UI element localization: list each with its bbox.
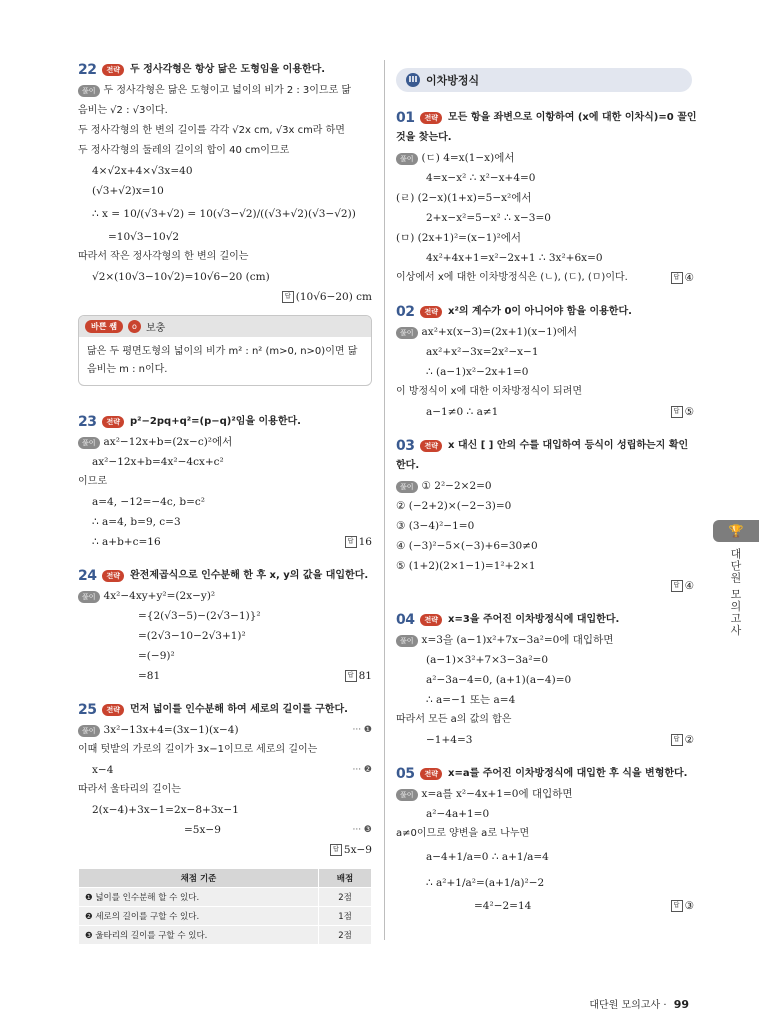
solution-tag: 풀이 — [396, 789, 418, 801]
solution-tag: 풀이 — [396, 327, 418, 339]
problem-25 — [78, 700, 372, 945]
left-column — [78, 60, 372, 945]
column-divider — [384, 60, 385, 940]
solution-line: (√3+√2)x=10 — [92, 185, 164, 197]
grading-criterion: ❸ 울타리의 길이를 구할 수 있다. — [79, 926, 319, 945]
grading-table — [78, 868, 372, 945]
answer-icon: 답 — [671, 734, 683, 746]
solution-line: 따라서 작은 정사각형의 한 변의 길이는 — [78, 251, 249, 262]
problem-number: 01 — [396, 110, 415, 126]
solution-line: a=4, −12=−4c, b=c² — [92, 496, 206, 508]
answer-icon: 답 — [671, 406, 683, 418]
strategy-tag: 전략 — [102, 416, 124, 428]
solution-line: 4x²+4x+1=x²−2x+1 ∴ 3x²+6x=0 — [426, 252, 603, 264]
solution-line: 따라서 울타리의 길이는 — [78, 784, 181, 795]
solution-line: ax²+x²−3x=2x²−x−1 — [426, 346, 539, 358]
strategy-tag: 전략 — [420, 112, 442, 124]
solution-line: ={2(√3−5)−(2√3−1)}² — [138, 610, 261, 622]
solution-line: x−4 — [92, 764, 114, 776]
section-banner — [396, 68, 692, 92]
answer: 답 81 — [345, 666, 372, 686]
answer: 답 ② — [671, 730, 694, 750]
right-column — [396, 68, 697, 916]
page-number: 99 — [673, 998, 689, 1011]
answer: 답 5x−9 — [330, 840, 372, 860]
solution-line: √2×(10√3−10√2)=10√6−20 (cm) — [92, 271, 270, 283]
solution-line: =5x−9 — [184, 824, 221, 836]
answer: 답 ④ — [671, 268, 694, 288]
solution-line: a−4+1/a=0 ∴ a+1/a=4 — [426, 851, 549, 863]
page-footer — [589, 996, 689, 1011]
problem-number: 04 — [396, 612, 415, 628]
tip-line: 닮은 두 평면도형의 넓이의 비가 m² : n² (m>0, n>0)이면 닮 — [87, 346, 358, 357]
section-title: 이차방정식 — [426, 74, 480, 87]
solution-line: 두 정사각형의 한 변의 길이를 각각 √2x cm, √3x cm라 하면 — [78, 125, 345, 136]
strategy-text: 먼저 넓이를 인수분해 하여 세로의 길이를 구한다. — [130, 704, 348, 715]
strategy-tag: 전략 — [102, 64, 124, 76]
solution-line: ∴ a=4, b=9, c=3 — [92, 516, 181, 528]
grading-criterion: ❶ 넓이를 인수분해 할 수 있다. — [79, 888, 319, 907]
strategy-text: x²의 계수가 0이 아니어야 함을 이용한다. — [448, 306, 632, 317]
step-mark: ··· ❷ — [352, 765, 372, 775]
strategy-text: x=3을 주어진 이차방정식에 대입한다. — [448, 614, 620, 625]
solution-line: 두 정사각형은 닮은 도형이고 넓이의 비가 2 : 3이므로 닮 — [103, 85, 352, 96]
solution-line: 3x²−13x+4=(3x−1)(x−4) — [103, 724, 239, 736]
problem-24 — [78, 566, 372, 686]
solution-line: ax²−12x+b=(2x−c)²에서 — [103, 436, 233, 448]
strategy-tag: 전략 — [420, 440, 442, 452]
solution-line: 2+x−x²=5−x² ∴ x−3=0 — [426, 212, 551, 224]
footer-label: 대단원 모의고사 — [589, 1000, 661, 1011]
answer: 답 ④ — [671, 576, 694, 596]
solution-line: 이상에서 x에 대한 이차방정식은 (ㄴ), (ㄷ), (ㅁ)이다. — [396, 272, 628, 283]
strategy-tag: 전략 — [102, 704, 124, 716]
answer-icon: 답 — [671, 272, 683, 284]
tip-badge: 바쁜 쌤 — [85, 320, 123, 333]
solution-line: 따라서 모든 a의 값의 합은 — [396, 714, 512, 725]
problem-number: 05 — [396, 766, 415, 782]
solution-line: 4x²−4xy+y²=(2x−y)² — [103, 590, 216, 602]
strategy-tag: 전략 — [420, 768, 442, 780]
solution-line: −1+4=3 — [426, 734, 473, 746]
answer: 답 ⑤ — [671, 402, 694, 422]
solution-line: ∴ (a−1)x²−2x+1=0 — [426, 366, 529, 378]
solution-line: 4×√2x+4×√3x=40 — [92, 165, 193, 177]
answer: 답 16 — [345, 532, 372, 552]
problem-number: 25 — [78, 702, 97, 718]
solution-line: 2(x−4)+3x−1=2x−8+3x−1 — [92, 804, 239, 816]
solution-line: =(2√3−10−2√3+1)² — [138, 630, 246, 642]
problem-02 — [396, 302, 694, 422]
problem-number: 22 — [78, 62, 97, 78]
answer-icon: 답 — [345, 670, 357, 682]
strategy-text: x=a를 주어진 이차방정식에 대입한 후 식을 변형한다. — [448, 768, 688, 779]
section-icon: III — [406, 73, 420, 87]
solution-line: a−1≠0 ∴ a≠1 — [426, 406, 499, 418]
problem-03 — [396, 436, 694, 596]
solution-line: ax²−12x+b=4x²−4cx+c² — [92, 456, 224, 468]
solution-line: 이때 텃밭의 가로의 길이가 3x−1이므로 세로의 길이는 — [78, 744, 318, 755]
solution-line: 이 방정식이 x에 대한 이차방정식이 되려면 — [396, 386, 583, 397]
solution-tag: 풀이 — [78, 725, 100, 737]
answer-icon: 답 — [671, 900, 683, 912]
solution-tag: 풀이 — [78, 591, 100, 603]
problem-number: 24 — [78, 568, 97, 584]
solution-line: (a−1)×3²+7×3−3a²=0 — [426, 654, 549, 666]
solution-line: a²−4a+1=0 — [426, 808, 490, 820]
answer-icon: 답 — [330, 844, 342, 856]
problem-23 — [78, 412, 372, 552]
table-row — [79, 907, 372, 926]
strategy-tag: 전략 — [420, 306, 442, 318]
problem-number: 23 — [78, 414, 97, 430]
answer-icon: 답 — [671, 580, 683, 592]
solution-line: a≠0이므로 양변을 a로 나누면 — [396, 828, 530, 839]
solution-tag: 풀이 — [78, 437, 100, 449]
grading-points: 1점 — [319, 907, 372, 926]
table-row — [79, 888, 372, 907]
solution-line: ∴ a+b+c=16 — [92, 536, 161, 548]
solution-line: ∴ a=−1 또는 a=4 — [426, 694, 516, 706]
strategy-tag: 전략 — [420, 614, 442, 626]
problem-number: 02 — [396, 304, 415, 320]
grading-criterion: ❷ 세로의 길이를 구할 수 있다. — [79, 907, 319, 926]
strategy-text: 두 정사각형은 항상 닮은 도형임을 이용한다. — [130, 64, 326, 75]
strategy-tag: 전략 — [102, 570, 124, 582]
side-tab-label: 대단원 모의고사 — [729, 548, 742, 637]
solution-line: ⑤ (1+2)(2×1−1)=1²+2×1 — [396, 560, 536, 572]
solution-line: ② (−2+2)×(−2−3)=0 — [396, 500, 512, 512]
grading-header: 배점 — [319, 869, 372, 888]
solution-tag: 풀이 — [78, 85, 100, 97]
strategy-text: 한다. — [396, 460, 420, 471]
solution-line: (ㅁ) (2x+1)²=(x−1)²에서 — [396, 232, 522, 244]
solution-line: x=3을 (a−1)x²+7x−3a²=0에 대입하면 — [421, 634, 614, 646]
strategy-text: 것을 찾는다. — [396, 132, 452, 143]
solution-tag: 풀이 — [396, 153, 418, 165]
answer: 답 (10√6−20) cm — [282, 287, 372, 307]
solution-line: a²−3a−4=0, (a+1)(a−4)=0 — [426, 674, 572, 686]
footer-separator: · — [663, 1000, 667, 1011]
strategy-text: 모든 항을 좌변으로 이항하여 (x에 대한 이차식)=0 꼴인 — [448, 112, 697, 123]
problem-22 — [78, 60, 372, 307]
solution-line: =4²−2=14 — [474, 900, 532, 912]
solution-tag: 풀이 — [396, 481, 418, 493]
answer: 답 ③ — [671, 896, 694, 916]
solution-line: ③ (3−4)²−1=0 — [396, 520, 475, 532]
solution-line: 4=x−x² ∴ x²−x+4=0 — [426, 172, 536, 184]
step-mark: ··· ❸ — [352, 825, 372, 835]
step-mark: ··· ❶ — [352, 725, 372, 735]
grading-points: 2점 — [319, 888, 372, 907]
problem-01 — [396, 108, 697, 288]
strategy-text: x 대신 [ ] 안의 수를 대입하여 등식이 성립하는지 확인 — [448, 440, 689, 451]
grading-points: 2점 — [319, 926, 372, 945]
tip-title: 보충 — [145, 323, 166, 334]
tip-line: 음비는 m : n이다. — [87, 364, 168, 375]
supplement-box — [78, 315, 372, 386]
problem-05 — [396, 764, 694, 916]
strategy-text: p²−2pq+q²=(p−q)²임을 이용한다. — [130, 416, 301, 427]
solution-line: =(−9)² — [138, 650, 175, 662]
solution-line: ① 2²−2×2=0 — [421, 480, 492, 492]
solution-line: =81 — [138, 670, 161, 682]
solution-line: (ㄷ) 4=x(1−x)에서 — [421, 152, 515, 164]
solution-line: 두 정사각형의 둘레의 길이의 합이 40 cm이므로 — [78, 145, 290, 156]
answer-icon: 답 — [345, 536, 357, 548]
solution-line: =10√3−10√2 — [108, 231, 180, 243]
solution-line: ④ (−3)²−5×(−3)+6=30≠0 — [396, 540, 538, 552]
solution-line: ∴ a²+1/a²=(a+1/a)²−2 — [426, 877, 545, 889]
table-row — [79, 926, 372, 945]
chapter-side-tab — [713, 520, 759, 640]
solution-line: 이므로 — [78, 476, 107, 487]
answer-icon: 답 — [282, 291, 294, 303]
solution-tag: 풀이 — [396, 635, 418, 647]
grading-header: 채점 기준 — [79, 869, 319, 888]
solution-line: x=a를 x²−4x+1=0에 대입하면 — [421, 788, 573, 800]
problem-number: 03 — [396, 438, 415, 454]
solution-line: ∴ x = 10/(√3+√2) = 10(√3−√2)/((√3+√2)(√3−√2)) — [92, 208, 356, 220]
solution-line: 음비는 √2 : √3이다. — [78, 105, 168, 116]
problem-04 — [396, 610, 694, 750]
trophy-icon: 🏆 — [713, 520, 759, 542]
tip-circle-icon: o — [128, 320, 141, 333]
solution-line: ax²+x(x−3)=(2x+1)(x−1)에서 — [421, 326, 578, 338]
solution-line: (ㄹ) (2−x)(1+x)=5−x²에서 — [396, 192, 532, 204]
strategy-text: 완전제곱식으로 인수분해 한 후 x, y의 값을 대입한다. — [130, 570, 369, 581]
